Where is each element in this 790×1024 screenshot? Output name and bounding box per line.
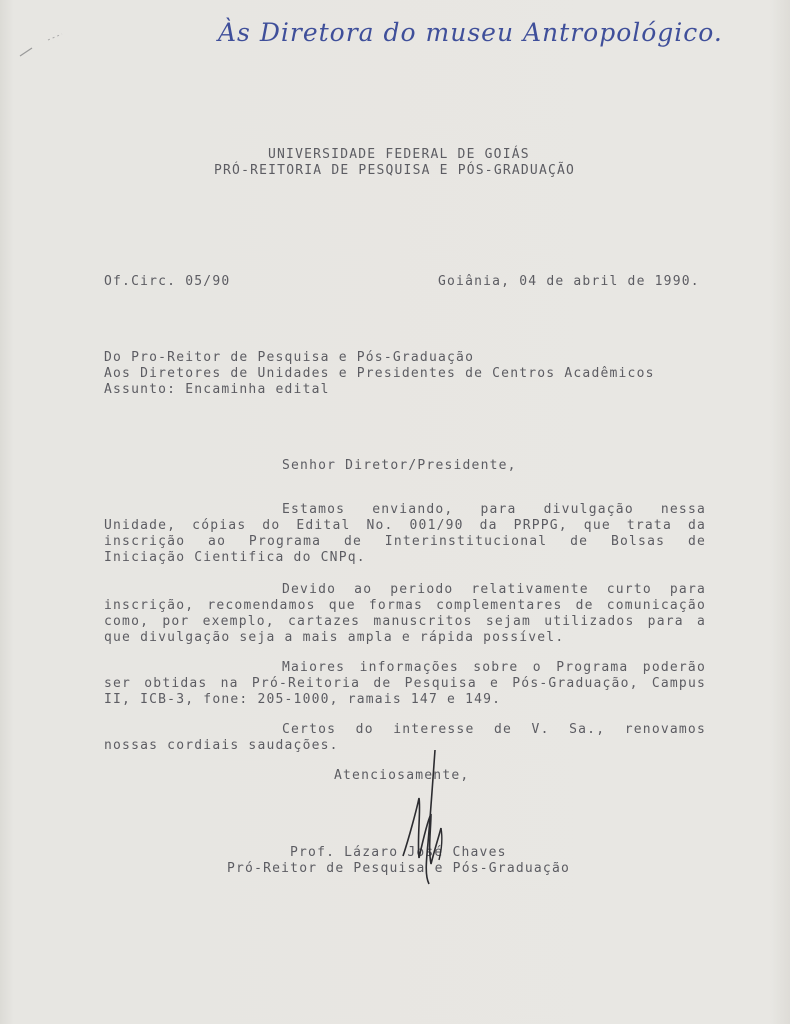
paragraph-1-line-3: inscrição ao Programa de Interinstitucional de Bolsas de: [104, 534, 706, 549]
paragraph-1-line-1: Estamos enviando, para divulgação nessa: [282, 502, 706, 517]
paragraph-1-line-2: Unidade, cópias do Edital No. 001/90 da PRPPG, que trata da: [104, 518, 706, 533]
to-line: Aos Diretores de Unidades e Presidentes de Centros Acadêmicos: [104, 366, 655, 381]
paragraph-4-line-2: nossas cordiais saudações.: [104, 738, 339, 753]
salutation: Senhor Diretor/Presidente,: [282, 458, 517, 473]
paragraph-3-line-2: ser obtidas na Pró-Reitoria de Pesquisa e Pós-Graduação, Campus: [104, 676, 706, 691]
paragraph-4-line-1: Certos do interesse de V. Sa., renovamos: [282, 722, 706, 737]
signatory-name: Prof. Lázaro José Chaves: [290, 845, 507, 860]
signatory-title: Pró-Reitor de Pesquisa e Pós-Graduação: [227, 861, 571, 876]
paragraph-1-line-4: Iniciação Cientifica do CNPq.: [104, 550, 366, 565]
handwritten-signature: [395, 748, 465, 888]
paragraph-2-line-1: Devido ao periodo relativamente curto para: [282, 582, 706, 597]
paragraph-3-line-3: II, ICB-3, fone: 205-1000, ramais 147 e 149.: [104, 692, 502, 707]
place-date: Goiânia, 04 de abril de 1990.: [438, 274, 700, 289]
reference-number: Of.Circ. 05/90: [104, 274, 231, 289]
paragraph-3-line-1: Maiores informações sobre o Programa poderão: [282, 660, 706, 675]
paragraph-2-line-4: que divulgação seja a mais ampla e rápida possível.: [104, 630, 565, 645]
pencil-mark: [18, 30, 68, 60]
handwritten-note: Às Diretora do museu Antropológico.: [218, 18, 723, 47]
from-line: Do Pro-Reitor de Pesquisa e Pós-Graduação: [104, 350, 475, 365]
closing: Atenciosamente,: [334, 768, 470, 783]
header-department: PRÓ-REITORIA DE PESQUISA E PÓS-GRADUAÇÃO: [214, 163, 576, 178]
paragraph-2-line-3: como, por exemplo, cartazes manuscritos sejam utilizados para a: [104, 614, 706, 629]
paragraph-2-line-2: inscrição, recomendamos que formas complementares de comunicação: [104, 598, 706, 613]
header-university: UNIVERSIDADE FEDERAL DE GOIÁS: [268, 147, 530, 162]
subject-line: Assunto: Encaminha edital: [104, 382, 330, 397]
